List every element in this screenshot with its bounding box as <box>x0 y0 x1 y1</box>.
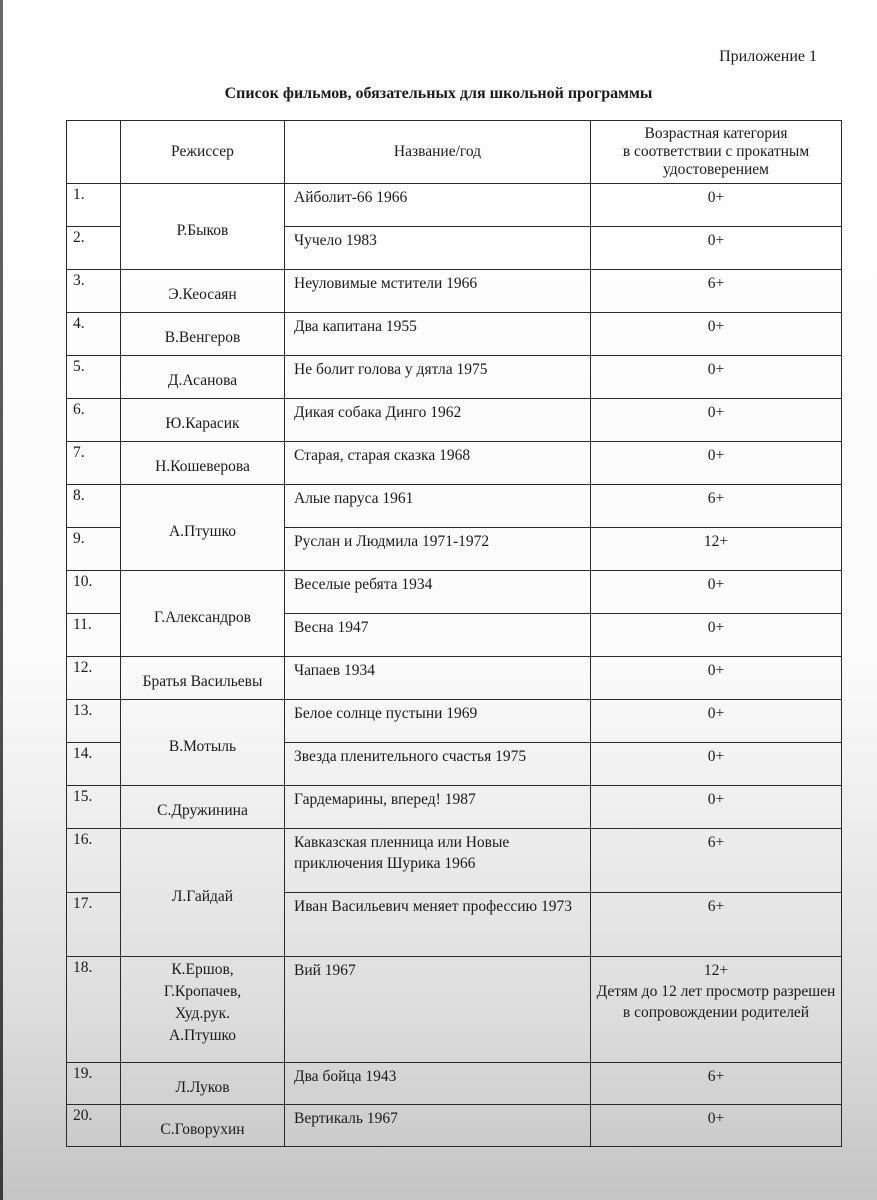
table-header-row <box>67 121 842 184</box>
table-row <box>67 184 842 227</box>
table-row <box>67 700 842 743</box>
director-cell: Л.Гайдай <box>121 829 285 957</box>
row-number: 15. <box>67 786 121 829</box>
age-category: 12+ Детям до 12 лет просмотр разрешен в сопровождении родителей <box>591 957 842 1063</box>
film-title: Иван Васильевич меняет профессию 1973 <box>285 893 591 957</box>
table-row <box>67 957 842 1063</box>
row-number: 13. <box>67 700 121 743</box>
age-category: 0+ <box>591 700 842 743</box>
table-row <box>67 442 842 485</box>
row-number: 10. <box>67 571 121 614</box>
appendix-label: Приложение 1 <box>719 48 817 65</box>
table-row <box>67 1105 842 1147</box>
table-row <box>67 786 842 829</box>
row-number: 17. <box>67 893 121 957</box>
director-cell: С.Дружинина <box>121 786 285 829</box>
table-row <box>67 485 842 528</box>
header-title-year: Название/год <box>285 121 591 184</box>
age-category: 0+ <box>591 313 842 356</box>
age-category: 6+ <box>591 485 842 528</box>
film-title: Неуловимые мстители 1966 <box>285 270 591 313</box>
age-category: 0+ <box>591 442 842 485</box>
row-number: 2. <box>67 227 121 270</box>
row-number: 4. <box>67 313 121 356</box>
table-row <box>67 829 842 893</box>
table-row <box>67 571 842 614</box>
age-category: 6+ <box>591 893 842 957</box>
age-category: 6+ <box>591 829 842 893</box>
table-row <box>67 356 842 399</box>
film-title: Руслан и Людмила 1971-1972 <box>285 528 591 571</box>
film-title: Звезда пленительного счастья 1975 <box>285 743 591 786</box>
film-title: Весна 1947 <box>285 614 591 657</box>
row-number: 7. <box>67 442 121 485</box>
age-category: 6+ <box>591 270 842 313</box>
document-title: Список фильмов, обязательных для школьной программы <box>224 85 653 102</box>
row-number: 9. <box>67 528 121 571</box>
age-category: 0+ <box>591 227 842 270</box>
film-title: Алые паруса 1961 <box>285 485 591 528</box>
director-cell: Ю.Карасик <box>121 399 285 442</box>
director-cell: Братья Васильевы <box>121 657 285 700</box>
row-number: 8. <box>67 485 121 528</box>
director-cell: А.Птушко <box>121 485 285 571</box>
table-row <box>67 399 842 442</box>
row-number: 12. <box>67 657 121 700</box>
director-cell: Г.Александров <box>121 571 285 657</box>
director-cell: В.Венгеров <box>121 313 285 356</box>
age-category: 0+ <box>591 614 842 657</box>
row-number: 3. <box>67 270 121 313</box>
director-cell: Н.Кошеверова <box>121 442 285 485</box>
row-number: 20. <box>67 1105 121 1147</box>
film-title: Гардемарины, вперед! 1987 <box>285 786 591 829</box>
film-title: Веселые ребята 1934 <box>285 571 591 614</box>
row-number: 6. <box>67 399 121 442</box>
row-number: 18. <box>67 957 121 1063</box>
age-category: 0+ <box>591 786 842 829</box>
row-number: 11. <box>67 614 121 657</box>
director-cell: Р.Быков <box>121 184 285 270</box>
director-cell: В.Мотыль <box>121 700 285 786</box>
film-title: Дикая собака Динго 1962 <box>285 399 591 442</box>
age-category: 0+ <box>591 743 842 786</box>
row-number: 14. <box>67 743 121 786</box>
age-category: 6+ <box>591 1063 842 1105</box>
director-cell: Э.Кеосаян <box>121 270 285 313</box>
age-category: 0+ <box>591 399 842 442</box>
director-cell: Л.Луков <box>121 1063 285 1105</box>
age-category: 0+ <box>591 1105 842 1147</box>
film-title: Белое солнце пустыни 1969 <box>285 700 591 743</box>
row-number: 5. <box>67 356 121 399</box>
films-table <box>66 120 842 1147</box>
header-number <box>67 121 121 184</box>
film-title: Чапаев 1934 <box>285 657 591 700</box>
film-title: Два капитана 1955 <box>285 313 591 356</box>
age-category: 0+ <box>591 184 842 227</box>
row-number: 19. <box>67 1063 121 1105</box>
age-category: 12+ <box>591 528 842 571</box>
film-title: Айболит-66 1966 <box>285 184 591 227</box>
row-number: 16. <box>67 829 121 893</box>
director-cell: С.Говорухин <box>121 1105 285 1147</box>
director-cell: Д.Асанова <box>121 356 285 399</box>
age-category: 0+ <box>591 356 842 399</box>
film-title: Два бойца 1943 <box>285 1063 591 1105</box>
film-title: Вий 1967 <box>285 957 591 1063</box>
film-title: Чучело 1983 <box>285 227 591 270</box>
film-title: Не болит голова у дятла 1975 <box>285 356 591 399</box>
table-row <box>67 657 842 700</box>
header-age-category: Возрастная категория в соответствии с прокатным удостоверением <box>591 121 842 184</box>
page-edge <box>0 0 3 1200</box>
film-title: Вертикаль 1967 <box>285 1105 591 1147</box>
table-row <box>67 1063 842 1105</box>
table-row <box>67 270 842 313</box>
header-director: Режиссер <box>121 121 285 184</box>
director-cell: К.Ершов, Г.Кропачев, Худ.рук. А.Птушко <box>121 957 285 1063</box>
film-title: Старая, старая сказка 1968 <box>285 442 591 485</box>
table-row <box>67 313 842 356</box>
age-category: 0+ <box>591 571 842 614</box>
age-category: 0+ <box>591 657 842 700</box>
row-number: 1. <box>67 184 121 227</box>
film-title: Кавказская пленница или Новые приключения Шурика 1966 <box>285 829 591 893</box>
